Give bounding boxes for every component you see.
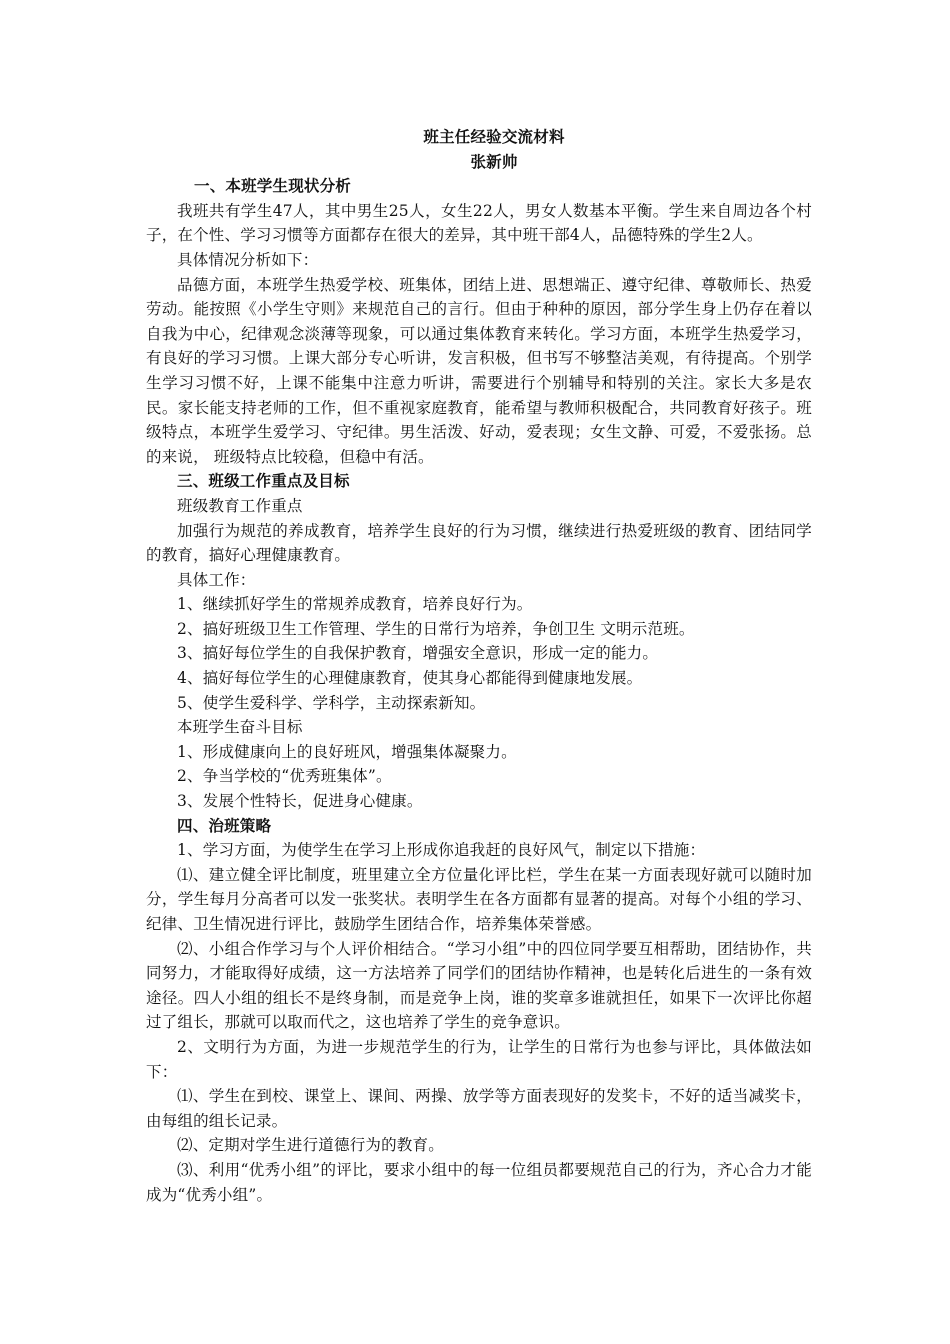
paragraph: ⑶、利用“优秀小组”的评比，要求小组中的每一位组员都要规范自己的行为，齐心合力才能成为“优秀小组”。 — [146, 1160, 812, 1204]
paragraph: 2、争当学校的“优秀班集体”。 — [177, 767, 392, 786]
document-content — [146, 174, 812, 1207]
paragraph: 具体工作： — [177, 570, 256, 589]
paragraph: 加强行为规范的养成教育，培养学生良好的行为习惯，继续进行热爱班级的教育、团结同学的教育，搞好心理健康教育。 — [146, 521, 812, 565]
section-heading: 四、治班策略 — [177, 816, 272, 835]
paragraph: 2、文明行为方面，为进一步规范学生的行为，让学生的日常行为也参与评比，具体做法如下： — [146, 1037, 812, 1081]
paragraph: ⑵、定期对学生进行道德行为的教育。 — [177, 1136, 444, 1155]
paragraph: ⑵、小组合作学习与个人评价相结合。“学习小组”中的四位同学要互相帮助，团结协作，共同努力，才能取得好成绩，这一方法培养了同学们的团结协作精神，也是转化后进生的一条有效途径。四人小组的组长不是终身制，而是竞争上岗，谁的奖章多谁就担任，如果下一次评比你超过了组长，那就可以取而代之，这也培养了学生的竞争意识。 — [146, 939, 812, 1032]
section-heading: 一、本班学生现状分析 — [194, 177, 352, 196]
paragraph: ⑴、学生在到校、课堂上、课间、两操、放学等方面表现好的发奖卡，不好的适当减奖卡，由每组的组长记录。 — [146, 1087, 812, 1130]
section-heading: 三、班级工作重点及目标 — [177, 472, 350, 491]
paragraph: 5、使学生爱科学、学科学，主动探索新知。 — [177, 693, 486, 712]
paragraph: 1、学习方面，为使学生在学习上形成你追我赶的良好风气，制定以下措施： — [177, 841, 706, 860]
paragraph: 我班共有学生47人，其中男生25人，女生22人，男女人数基本平衡。学生来自周边各个村子，在个性、学习习惯等方面都存在很大的差异，其中班干部4人，品德特殊的学生2人。 — [146, 201, 812, 245]
paragraph: 具体情况分析如下： — [177, 250, 319, 269]
paragraph: 本班学生奋斗目标 — [177, 718, 303, 737]
document-title: 班主任经验交流材料 — [423, 128, 565, 146]
paragraph: ⑴、建立健全评比制度，班里建立全方位量化评比栏，学生在某一方面表现好就可以随时加分，学生每月分高者可以发一张奖状。表明学生在各方面都有显著的提高。对每个小组的学习、纪律、卫生情况进行评比，鼓励学生团结合作，培养集体荣誉感。 — [146, 865, 812, 933]
paragraph: 1、形成健康向上的良好班风，增强集体凝聚力。 — [177, 742, 517, 761]
paragraph: 4、搞好每位学生的心理健康教育，使其身心都能得到健康地发展。 — [177, 669, 643, 688]
paragraph: 品德方面，本班学生热爱学校、班集体，团结上进、思想端正、遵守纪律、尊敬师长、热爱劳动。能按照《小学生守则》来规范自己的言行。但由于种种的原因，部分学生身上仍存在着以自我为中心，纪律观念淡薄等现象，可以通过集体教育来转化。学习方面，本班学生热爱学习，有良好的学习习惯。上课大部分专心听讲，发言积极，但书写不够整洁美观，有待提高。个别学生学习习惯不好，上课不能集中注意力听讲，需要进行个别辅导和特别的关注。家长大多是农民。家长能支持老师的工作，但不重视家庭教育，能希望与教师积极配合，共同教育好孩子。班级特点，本班学生爱学习、守纪律。男生活泼、好动，爱表现；女生文静、可爱，不爱张扬。总的来说， 班级特点比较稳，但稳中有活。 — [146, 275, 812, 466]
paragraph: 3、搞好每位学生的自我保护教育，增强安全意识，形成一定的能力。 — [177, 644, 659, 663]
document-author: 张新帅 — [470, 152, 518, 171]
paragraph: 3、发展个性特长，促进身心健康。 — [177, 792, 423, 811]
paragraph: 1、继续抓好学生的常规养成教育，培养良好行为。 — [177, 595, 533, 614]
document-body — [146, 125, 812, 1207]
paragraph: 班级教育工作重点 — [177, 496, 303, 515]
paragraph: 2、搞好班级卫生工作管理、学生的日常行为培养，争创卫生 文明示范班。 — [177, 619, 695, 638]
